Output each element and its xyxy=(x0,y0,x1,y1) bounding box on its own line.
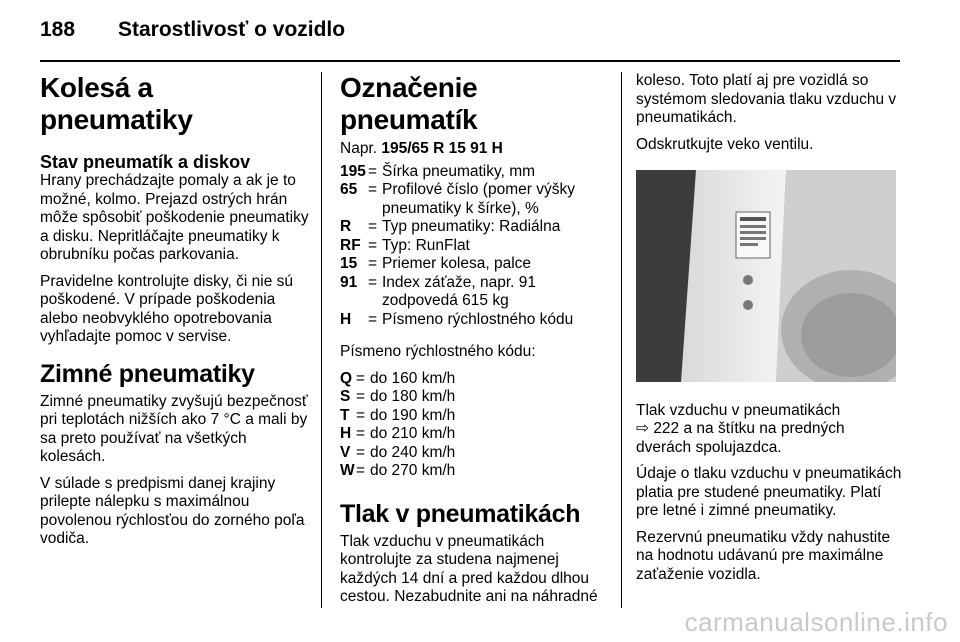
speed-code-value: do 190 km/h xyxy=(370,406,456,424)
arrow-ref-icon: ⇨ xyxy=(636,420,649,437)
column-1 xyxy=(40,72,312,557)
tire-code-equals: = xyxy=(368,273,378,291)
tire-code-value: Písmeno rýchlostného kódu xyxy=(382,310,574,328)
tire-code-list xyxy=(340,163,612,330)
speed-code-equals: = xyxy=(356,462,366,479)
tire-code-equals: = xyxy=(368,162,378,180)
speed-code-value: do 180 km/h xyxy=(370,388,456,405)
paragraph: Tlak vzduchu v pneumatikách kontrolujte za studena najmenej každých 14 dní a pred každou dlhou cestou. Nezabudnite ani na náhradné xyxy=(340,532,598,605)
section-title-tire-marking: Označenie pneumatík xyxy=(340,72,478,135)
speed-code-list xyxy=(340,370,612,481)
tire-code-key: H xyxy=(340,310,352,328)
tire-code-key: RF xyxy=(340,236,361,254)
watermark: carmanualsonline.info xyxy=(684,607,948,637)
speed-code-value: do 160 km/h xyxy=(370,369,456,387)
paragraph: Zimné pneumatiky zvyšujú bezpečnosť pri teplotách nižších ako 7 °C a mali by sa preto používať na všetkých kolesách. xyxy=(40,392,308,465)
speed-code-equals: = xyxy=(356,369,366,387)
paragraph: koleso. Toto platí aj pre vozidlá so systémom sledovania tlaku vzduchu v pneumatikách. xyxy=(636,72,897,126)
tire-code-value: Šírka pneumatiky, mm xyxy=(382,162,536,180)
tire-code-equals: = xyxy=(368,218,378,235)
speed-code-key: H xyxy=(340,425,352,442)
paragraph-pressure-ref: Tlak vzduchu v pneumatikách ⇨ 222 a na štítku na predných dverách spolujazdca. xyxy=(636,401,845,456)
speed-code-key: S xyxy=(340,388,351,405)
tire-code-value: Typ: RunFlat xyxy=(382,236,470,254)
tire-code-equals: = xyxy=(368,181,378,198)
speed-code-equals: = xyxy=(356,443,366,461)
speed-code-value: do 210 km/h xyxy=(370,425,456,442)
paragraph: Rezervnú pneumatiku vždy nahustite na hodnotu udávanú pre maximálne zaťaženie vozidla. xyxy=(636,528,891,583)
tire-code-value: Profilové číslo (pomer výšky pneumatiky k šírke), % xyxy=(382,181,575,217)
tire-code-key: 91 xyxy=(340,273,358,291)
speed-code-key: Q xyxy=(340,369,353,387)
speed-code-equals: = xyxy=(356,425,366,442)
paragraph: Odskrutkujte veko ventilu. xyxy=(636,135,814,153)
subsection-heading-winter-tires: Zimné pneumatiky xyxy=(40,359,255,388)
section-title: Kolesá a pneumatiky xyxy=(40,72,193,135)
tire-code-key: 15 xyxy=(340,255,358,272)
chapter-title: Starostlivosť o vozidlo xyxy=(118,18,346,41)
tire-code-value: Typ pneumatiky: Radiálna xyxy=(382,218,561,235)
column-3 xyxy=(636,72,904,592)
speed-code-equals: = xyxy=(356,388,366,405)
tire-code-key: 195 xyxy=(340,162,366,180)
paragraph: Pravidelne kontrolujte disky, či nie sú poškodené. V prípade poškodenia alebo neobvyklého opotrebovania vyhľadajte pomoc v servise. xyxy=(40,272,294,345)
paragraph: Hrany prechádzajte pomaly a ak je to možné, kolmo. Prejazd ostrých hrán môže spôsobiť poškodenie pneumatiky a disku. Nepritláčajte pneumatiky k obrubníku počas parkovania. xyxy=(40,172,309,263)
subsection-heading-tire-pressure: Tlak v pneumatikách xyxy=(340,499,581,528)
speed-code-key: W xyxy=(340,462,355,479)
subsection-heading-tire-condition: Stav pneumatík a diskov xyxy=(40,152,251,172)
tire-code-equals: = xyxy=(368,255,378,272)
column-divider-2 xyxy=(621,72,622,608)
speed-code-value: do 240 km/h xyxy=(370,443,456,461)
speed-code-equals: = xyxy=(356,406,366,424)
column-divider-1 xyxy=(321,72,322,608)
tire-code-value: Index záťaže, napr. 91 zodpovedá 615 kg xyxy=(382,273,537,309)
page-number: 188 xyxy=(40,18,76,41)
speed-code-intro: Písmeno rýchlostného kódu: xyxy=(340,343,536,360)
page-header xyxy=(40,18,910,58)
tire-code-key: 65 xyxy=(340,181,358,198)
tire-code-value: Priemer kolesa, palce xyxy=(382,255,532,272)
tire-code-equals: = xyxy=(368,310,378,328)
speed-code-key: V xyxy=(340,443,351,461)
header-rule xyxy=(40,60,900,62)
tire-code-equals: = xyxy=(368,236,378,254)
tire-code-key: R xyxy=(340,218,352,235)
paragraph: V súlade s predpismi danej krajiny prilepte nálepku s maximálnou povolenou rýchlosťou do zorného poľa vodiča. xyxy=(40,474,305,547)
tire-code-example: Napr. 195/65 R 15 91 H xyxy=(340,140,503,157)
paragraph: Údaje o tlaku vzduchu v pneumatikách platia pre studené pneumatiky. Platí pre letné i zimné pneumatiky. xyxy=(636,465,902,519)
door-pillar-label-photo xyxy=(636,170,896,382)
column-2 xyxy=(340,72,612,615)
speed-code-key: T xyxy=(340,406,350,424)
speed-code-value: do 270 km/h xyxy=(370,462,456,479)
